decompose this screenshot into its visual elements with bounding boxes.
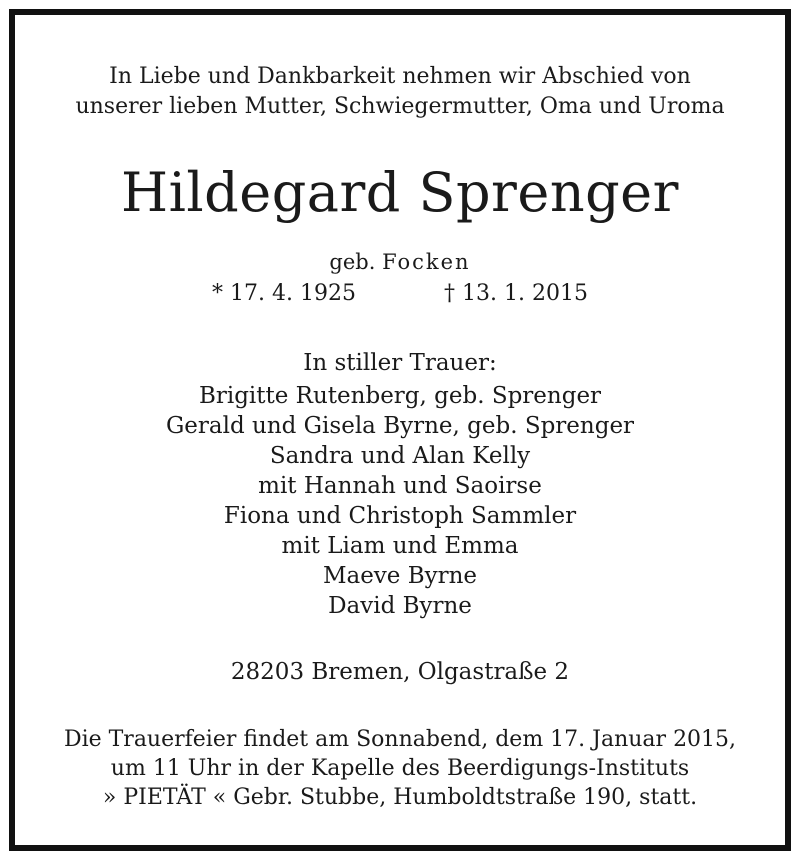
birth-date: * 17. 4. 1925: [212, 281, 356, 306]
birth-name: [15, 249, 785, 275]
life-dates: [15, 280, 785, 308]
mourner-line: Fiona und Christoph Sammler: [223, 503, 577, 529]
mourner-line: David Byrne: [328, 593, 472, 619]
intro-line-2: unserer lieben Mutter, Schwiegermutter, Oma und Uroma: [75, 94, 725, 119]
ceremony-line-3: » PIETÄT « Gebr. Stubbe, Humboldtstraße 190, statt.: [102, 785, 698, 810]
mourner-line: mit Liam und Emma: [281, 533, 519, 559]
birth-name-value: Focken: [382, 250, 471, 274]
ceremony-line-2: um 11 Uhr in der Kapelle des Beerdigungs-Instituts: [110, 756, 690, 781]
mourner-line: Gerald und Gisela Byrne, geb. Sprenger: [165, 413, 635, 439]
mourner-line: mit Hannah und Saoirse: [258, 473, 542, 499]
address: 28203 Bremen, Olgastraße 2: [230, 659, 570, 685]
deceased-name: Hildegard Sprenger: [121, 161, 679, 224]
obituary-content: [15, 15, 785, 845]
mourner-line: Brigitte Rutenberg, geb. Sprenger: [198, 383, 602, 409]
obituary-frame: [9, 9, 791, 851]
mourning-heading: In stiller Trauer:: [303, 350, 497, 376]
mourner-line: Maeve Byrne: [322, 563, 478, 589]
death-date: † 13. 1. 2015: [444, 281, 588, 306]
birth-name-prefix: geb.: [329, 250, 376, 274]
ceremony-line-1: Die Trauerfeier findet am Sonnabend, dem 17. Januar 2015,: [63, 727, 737, 752]
intro-line-1: In Liebe und Dankbarkeit nehmen wir Abschied von: [109, 64, 691, 89]
mourner-line: Sandra und Alan Kelly: [269, 443, 531, 469]
